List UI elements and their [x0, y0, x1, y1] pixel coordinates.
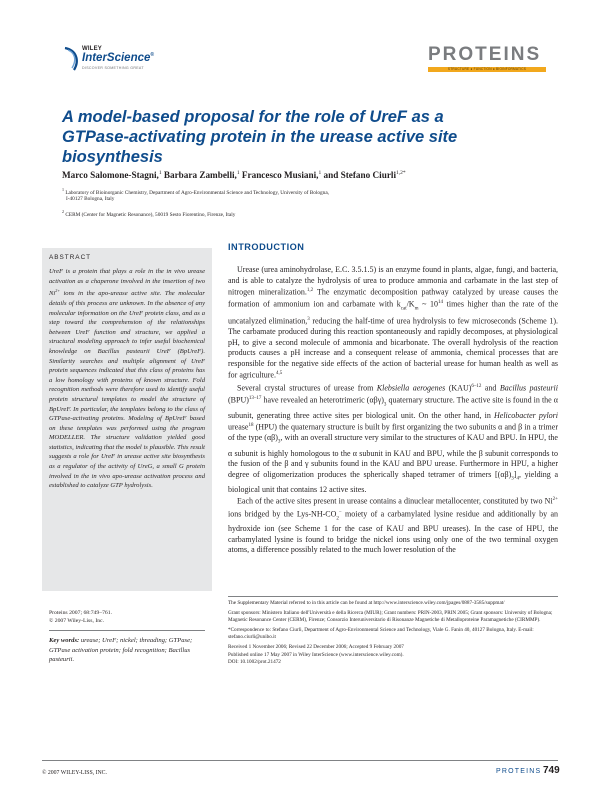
- wiley-logo-icon: [62, 46, 82, 72]
- author-affil-mark: 1: [158, 170, 162, 176]
- paragraph-2: Several crystal structures of urease from Klebsiella aerogenes (KAU)$^{6-12}$ and Bacillus pasteurii (BPU)$^{13-17}$ have revealed an heterotrimeric $(\alpha\beta\gamma)_3$ quaternary structure. The active site is found in the α subunit, generating three active sites per biological unit. On the other hand, in Helicobacter pylori urease$^{18}$ (HPU) the quaternary structure is built by first organizing the two subunits α and β in a trimer of the type $(\alpha\beta)_3$, with an overall structure very similar to the structures of KAU and BPU. In HPU, the α subunit is highly homologous to the α subunit in KAU and BPU, while the β subunit corresponds to the fusion of the β and γ subunits found in the KAU and BPU urease. Furthermore in HPU, a higher degree of oligomerization produces the spherically shaped tetramer of trimers $[(\alpha\beta)_3]_4$, yielding a biological unit that contains 12 active sites.: [228, 383, 559, 494]
- page-number: 749: [543, 765, 560, 776]
- section-heading-introduction: INTRODUCTION: [228, 242, 305, 252]
- affiliation-2: $^2$ CERM (Center for Magnetic Resonance), 50019 Sesto Fiorentino, Firenze, Italy: [62, 209, 236, 218]
- doi: DOI: 10.1002/prot.21472: [228, 659, 281, 666]
- journal-subtitle-bar: STRUCTURE ● FUNCTION ● BIOINFORMATICS: [428, 67, 546, 72]
- paragraph-3: Each of the active sites present in urease contains a dinuclear metallocenter, constituted by two $Ni^{2+}$ ions bridged by the Lys-$NH-CO_2^-$ moiety of a carbamylated lysine residue and additionally by an hydroxide ion (see Scheme 1 for the case of KAU and BPU ureases). In the case of HPU, the carbamylated lysine is found to bridge the nickel ions using only one of the two terminal oxygen atoms, a difference possibly related to the much lower resolution of the: [228, 497, 559, 555]
- author-list: [62, 170, 406, 180]
- author: Marco Salomone-Stagni,: [62, 170, 159, 181]
- author-affil-mark: 1: [236, 170, 240, 176]
- author: Barbara Zambelli,: [161, 170, 237, 181]
- citation-info: [49, 609, 205, 626]
- author: Francesco Musiani,: [239, 170, 319, 181]
- publisher-top: WILEY: [82, 46, 102, 52]
- citation: Proteins 2007; 68:749–761.: [49, 610, 113, 616]
- author-affil-mark: 1,2*: [396, 170, 406, 176]
- divider: [49, 630, 205, 631]
- footer-divider: [42, 760, 558, 761]
- publisher-tagline: DISCOVER SOMETHING GREAT: [82, 66, 144, 70]
- abstract-heading: ABSTRACT: [49, 254, 92, 261]
- keywords: Key words: urease; UreF; nickel; threading; GTPase; GTPase activation protein; fold recognition; Bacillus pasteurii.: [49, 637, 193, 664]
- footnotes: [228, 600, 558, 667]
- grant-note: Grant sponsors: Ministero Italiano dell'Università e della Ricerca (MIUR); Grant numbers: PRIN-2003, PRIN 2005; Grant sponsors: University of Bologna; Magnetic Resonance Center (CERM), Firenze; Consorzio Interuniversitario di Risonanze Magnetiche di Metalloproteine Paramagnetiche (CIRMMP).: [228, 609, 553, 624]
- footer-journal: PROTEINS: [496, 768, 542, 775]
- copyright-line: © 2007 Wiley-Liss, Inc.: [49, 618, 105, 625]
- footer-copyright: © 2007 WILEY-LISS, INC.: [42, 770, 107, 776]
- abstract-text: UreF is a protein that plays a role in the in vivo urease activation as a chaperone involved in the insertion of two $Ni^{2+}$ ions in the apo-urease active site. The molecular details of this process are unknown. In the absence of any molecular information on the UreF protein class, and as a step toward the comprehension of the relationships between UreF function and structure, we applied a structural modeling approach to infer useful biochemical knowledge on Bacillus pasteurii UreF (BpUreF). Similarity searches and multiple alignment of UreF protein sequences indicated that this class of proteins has a low homology with proteins of known structure. Fold recognition methods were therefore used to identify useful protein structural templates to model the structure of BpUreF. In particular, the templates belong to the class of GTPase-activating proteins. Modeling of BpUreF based on these templates was performed using the program MODELLER. The structure validation yielded good statistics, indicating that the model is plausible. This result suggests a role for UreF in urease active site biosynthesis as a regulator of the activity of UreG, a small G protein involved in the in vivo apo-urease activation process and established to catalyze GTP hydrolysis.: [49, 268, 205, 490]
- supplementary-note: The Supplementary Material referred to in this article can be found at http://www.interscience.wiley.com/jpages/0887-3585/suppmat/: [228, 600, 505, 606]
- footnote-divider: [228, 596, 558, 597]
- author-affil-mark: 1: [318, 170, 322, 176]
- correspondence-note: *Correspondence to: Stefano Ciurli, Department of Agro-Environmental Science and Technology, Viale G. Fanin 40, 40127 Bologna, Italy. E-mail: stefano.ciurli@unibo.it: [228, 626, 534, 641]
- publisher-brand: InterScience®: [82, 52, 155, 64]
- received-dates: Received 1 November 2006; Revised 22 December 2006; Accepted 9 February 2007: [228, 643, 404, 650]
- introduction-body: [228, 265, 558, 556]
- author: and Stefano Ciurli: [321, 170, 397, 181]
- affiliation-1: $^1$ Laboratory of Bioinorganic Chemistry, Department of Agro-Environmental Science and Technology, University of Bologna,: [62, 187, 329, 196]
- published-online: Published online 17 May 2007 in Wiley InterScience (www.interscience.wiley.com).: [228, 651, 404, 658]
- affiliation-1-cont: I-40127 Bologna, Italy: [66, 196, 115, 202]
- paragraph-1: Urease (urea aminohydrolase, E.C. 3.5.1.5) is an enzyme found in plants, algae, fungi, and bacteria, and is able to catalyze the hydrolysis of urea to produce ammonia and carbamate in the last step of nitrogen mineralization.$^{1,2}$ The enzymatic decomposition pathway catalyzed by urease causes the formation of ammonium ion and carbamate with $k_{cat}/K_m$ ~ $10^{14}$ times higher than the rate of the uncatalyzed elimination,$^3$ reducing the half-time of urea hydrolysis to few microseconds (Scheme 1). The carbamate produced during this reaction spontaneously and rapidly decomposes, at physiological pH, to give a second molecule of ammonia and bicarbonate. The overall hydrolysis of the reaction products causes a pH increase and a consequent release of ammonia, chemical processes that are responsible for the negative side effects of the action of bacterial urease for human health as well as for agriculture.$^{4,5}$: [228, 265, 558, 381]
- journal-logo: PROTEINS: [428, 44, 542, 65]
- article-title: A model-based proposal for the role of UreF as a GTPase-activating protein in the urease active site biosynthesis: [62, 108, 458, 166]
